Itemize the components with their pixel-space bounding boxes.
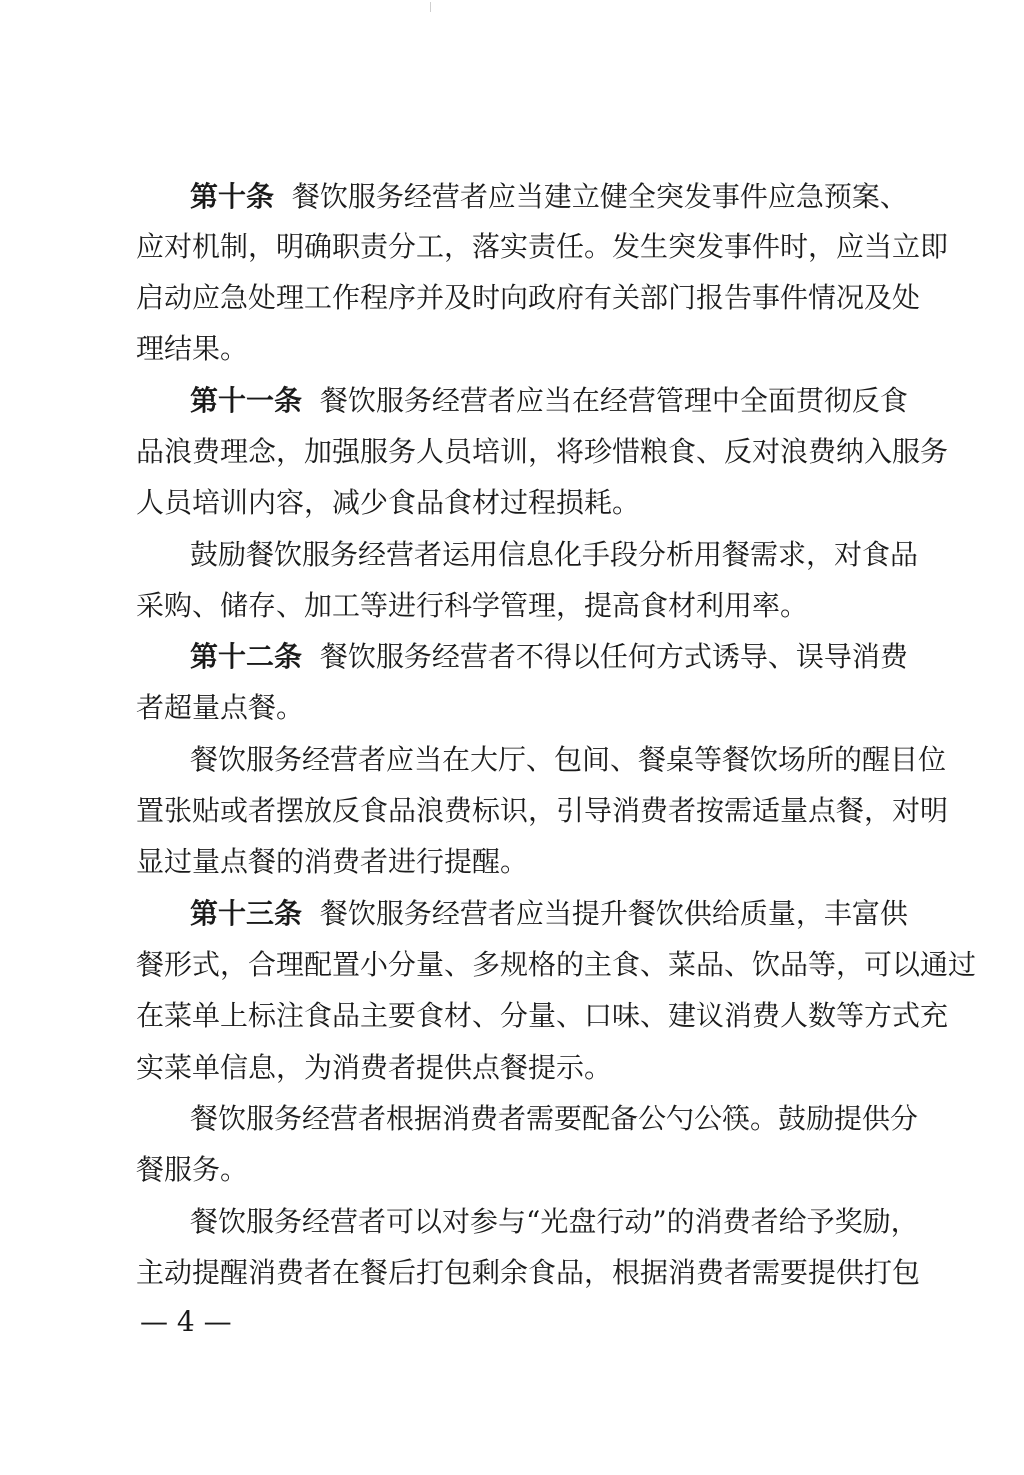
article-11-line-1: [190, 384, 908, 418]
article-10-line-2: 应对机制，明确职责分工，落实责任。发生突发事件时，应当立即: [136, 230, 949, 263]
article-12-para-2-line-3: 显过量点餐的消费者进行提醒。: [136, 845, 529, 878]
article-heading: 第十三条: [190, 897, 303, 930]
article-10-line-1: [190, 180, 908, 214]
line-text: 餐饮服务经营者不得以任何方式诱导、误导消费: [319, 640, 908, 673]
article-heading: 第十条: [190, 180, 275, 213]
article-12-para-2-line-1: 餐饮服务经营者应当在大厅、包间、餐桌等餐饮场所的醒目位: [190, 743, 947, 776]
article-13-line-1: [190, 897, 908, 931]
article-13-para-3-line-2: 主动提醒消费者在餐后打包剩余食品，根据消费者需要提供打包: [136, 1256, 921, 1289]
article-11-para-2-line-1: 鼓励餐饮服务经营者运用信息化手段分析用餐需求，对食品: [190, 538, 919, 571]
article-10-line-4: 理结果。: [136, 332, 249, 365]
line-text: 餐饮服务经营者应当建立健全突发事件应急预案、: [291, 180, 908, 213]
line-text: 餐饮服务经营者应当提升餐饮供给质量，丰富供: [319, 897, 908, 930]
article-heading: 第十一条: [190, 384, 303, 417]
article-13-para-2-line-2: 餐服务。: [136, 1153, 249, 1186]
article-12-line-1: [190, 640, 908, 674]
article-13-line-2: 餐形式，合理配置小分量、多规格的主食、菜品、饮品等，可以通过: [136, 948, 977, 981]
article-12-line-2: 者超量点餐。: [136, 691, 305, 724]
page-number: — 4 —: [140, 1305, 232, 1338]
article-13-line-4: 实菜单信息，为消费者提供点餐提示。: [136, 1051, 613, 1084]
article-11-line-2: 品浪费理念，加强服务人员培训，将珍惜粮食、反对浪费纳入服务: [136, 435, 949, 468]
line-text: 餐饮服务经营者应当在经营管理中全面贯彻反食: [319, 384, 908, 417]
article-13-para-2-line-1: 餐饮服务经营者根据消费者需要配备公勺公筷。鼓励提供分: [190, 1102, 919, 1135]
article-11-line-3: 人员培训内容，减少食品食材过程损耗。: [136, 486, 641, 519]
article-13-para-3-line-1: 餐饮服务经营者可以对参与“光盘行动”的消费者给予奖励，: [190, 1205, 919, 1238]
article-13-line-3: 在菜单上标注食品主要食材、分量、口味、建议消费人数等方式充: [136, 999, 949, 1032]
article-heading: 第十二条: [190, 640, 303, 673]
article-10-line-3: 启动应急处理工作程序并及时向政府有关部门报告事件情况及处: [136, 281, 921, 314]
scan-mark: [430, 2, 431, 12]
article-12-para-2-line-2: 置张贴或者摆放反食品浪费标识，引导消费者按需适量点餐，对明: [136, 794, 949, 827]
article-11-para-2-line-2: 采购、储存、加工等进行科学管理，提高食材利用率。: [136, 589, 809, 622]
